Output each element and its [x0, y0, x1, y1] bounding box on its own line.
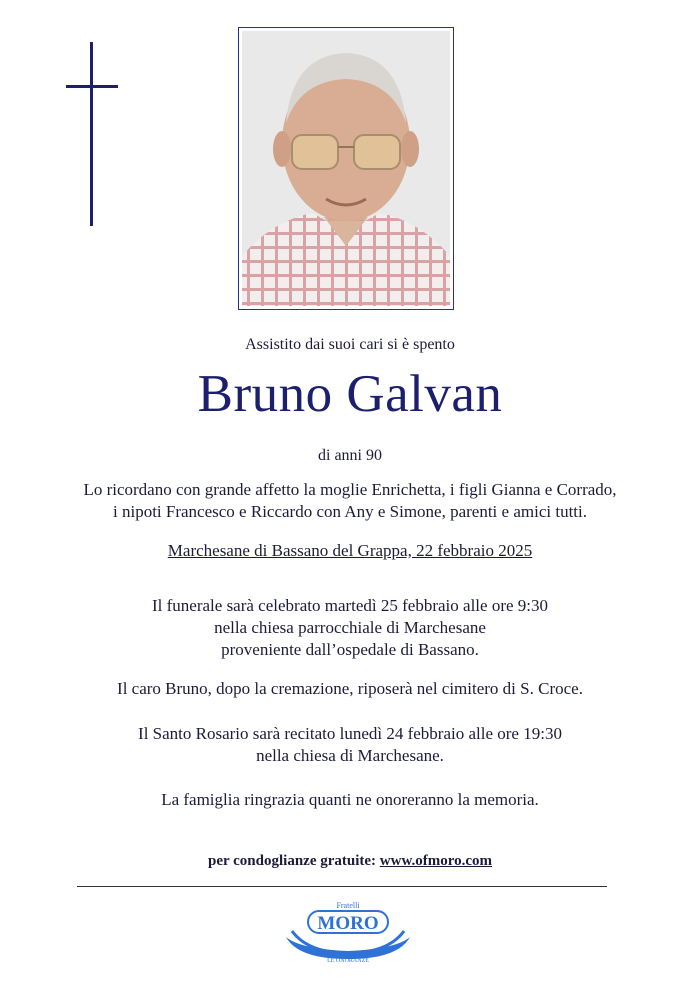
funeral-info	[0, 595, 700, 661]
intro-text: Assistito dai suoi cari si è spento	[245, 336, 455, 353]
rosary-line: Il Santo Rosario sarà recitato lunedì 24 febbraio alle ore 19:30	[138, 724, 562, 743]
remembrance-line: i nipoti Francesco e Riccardo con Any e Simone, parenti e amici tutti.	[113, 502, 587, 521]
rosary-line: nella chiesa di Marchesane.	[256, 746, 444, 765]
age-text: di anni 90	[318, 447, 382, 464]
remembrance-line: Lo ricordano con grande affetto la moglie Enrichetta, i figli Gianna e Corrado,	[83, 480, 617, 499]
cross-icon	[66, 42, 118, 226]
remembrance-text	[0, 479, 700, 523]
logo-top-text: Fratelli	[336, 901, 360, 910]
logo-main-text: MORO	[317, 913, 379, 934]
thanks-text: La famiglia ringrazia quanti ne onoreranno la memoria.	[161, 790, 539, 809]
funeral-line: nella chiesa parrocchiale di Marchesane	[214, 618, 486, 637]
place-date-text: Marchesane di Bassano del Grappa, 22 febbraio 2025	[167, 541, 533, 560]
portrait-photo	[242, 31, 450, 306]
condolences	[0, 853, 700, 870]
rosary-info	[0, 723, 700, 767]
portrait-photo-frame	[238, 27, 454, 310]
condolences-label: per condoglianze gratuite:	[208, 853, 377, 869]
burial-info: Il caro Bruno, dopo la cremazione, riposerà nel cimitero di S. Croce.	[117, 679, 583, 698]
divider-line	[77, 886, 607, 887]
logo-bottom-text: LE ONORANZE	[327, 958, 369, 963]
condolences-link[interactable]: www.ofmoro.com	[379, 853, 492, 869]
funeral-line: proveniente dall’ospedale di Bassano.	[221, 640, 479, 659]
funeral-line: Il funerale sarà celebrato martedì 25 febbraio alle ore 9:30	[152, 596, 548, 615]
moro-logo	[278, 897, 418, 963]
deceased-name: Bruno Galvan	[197, 365, 503, 423]
place-date	[0, 541, 700, 561]
